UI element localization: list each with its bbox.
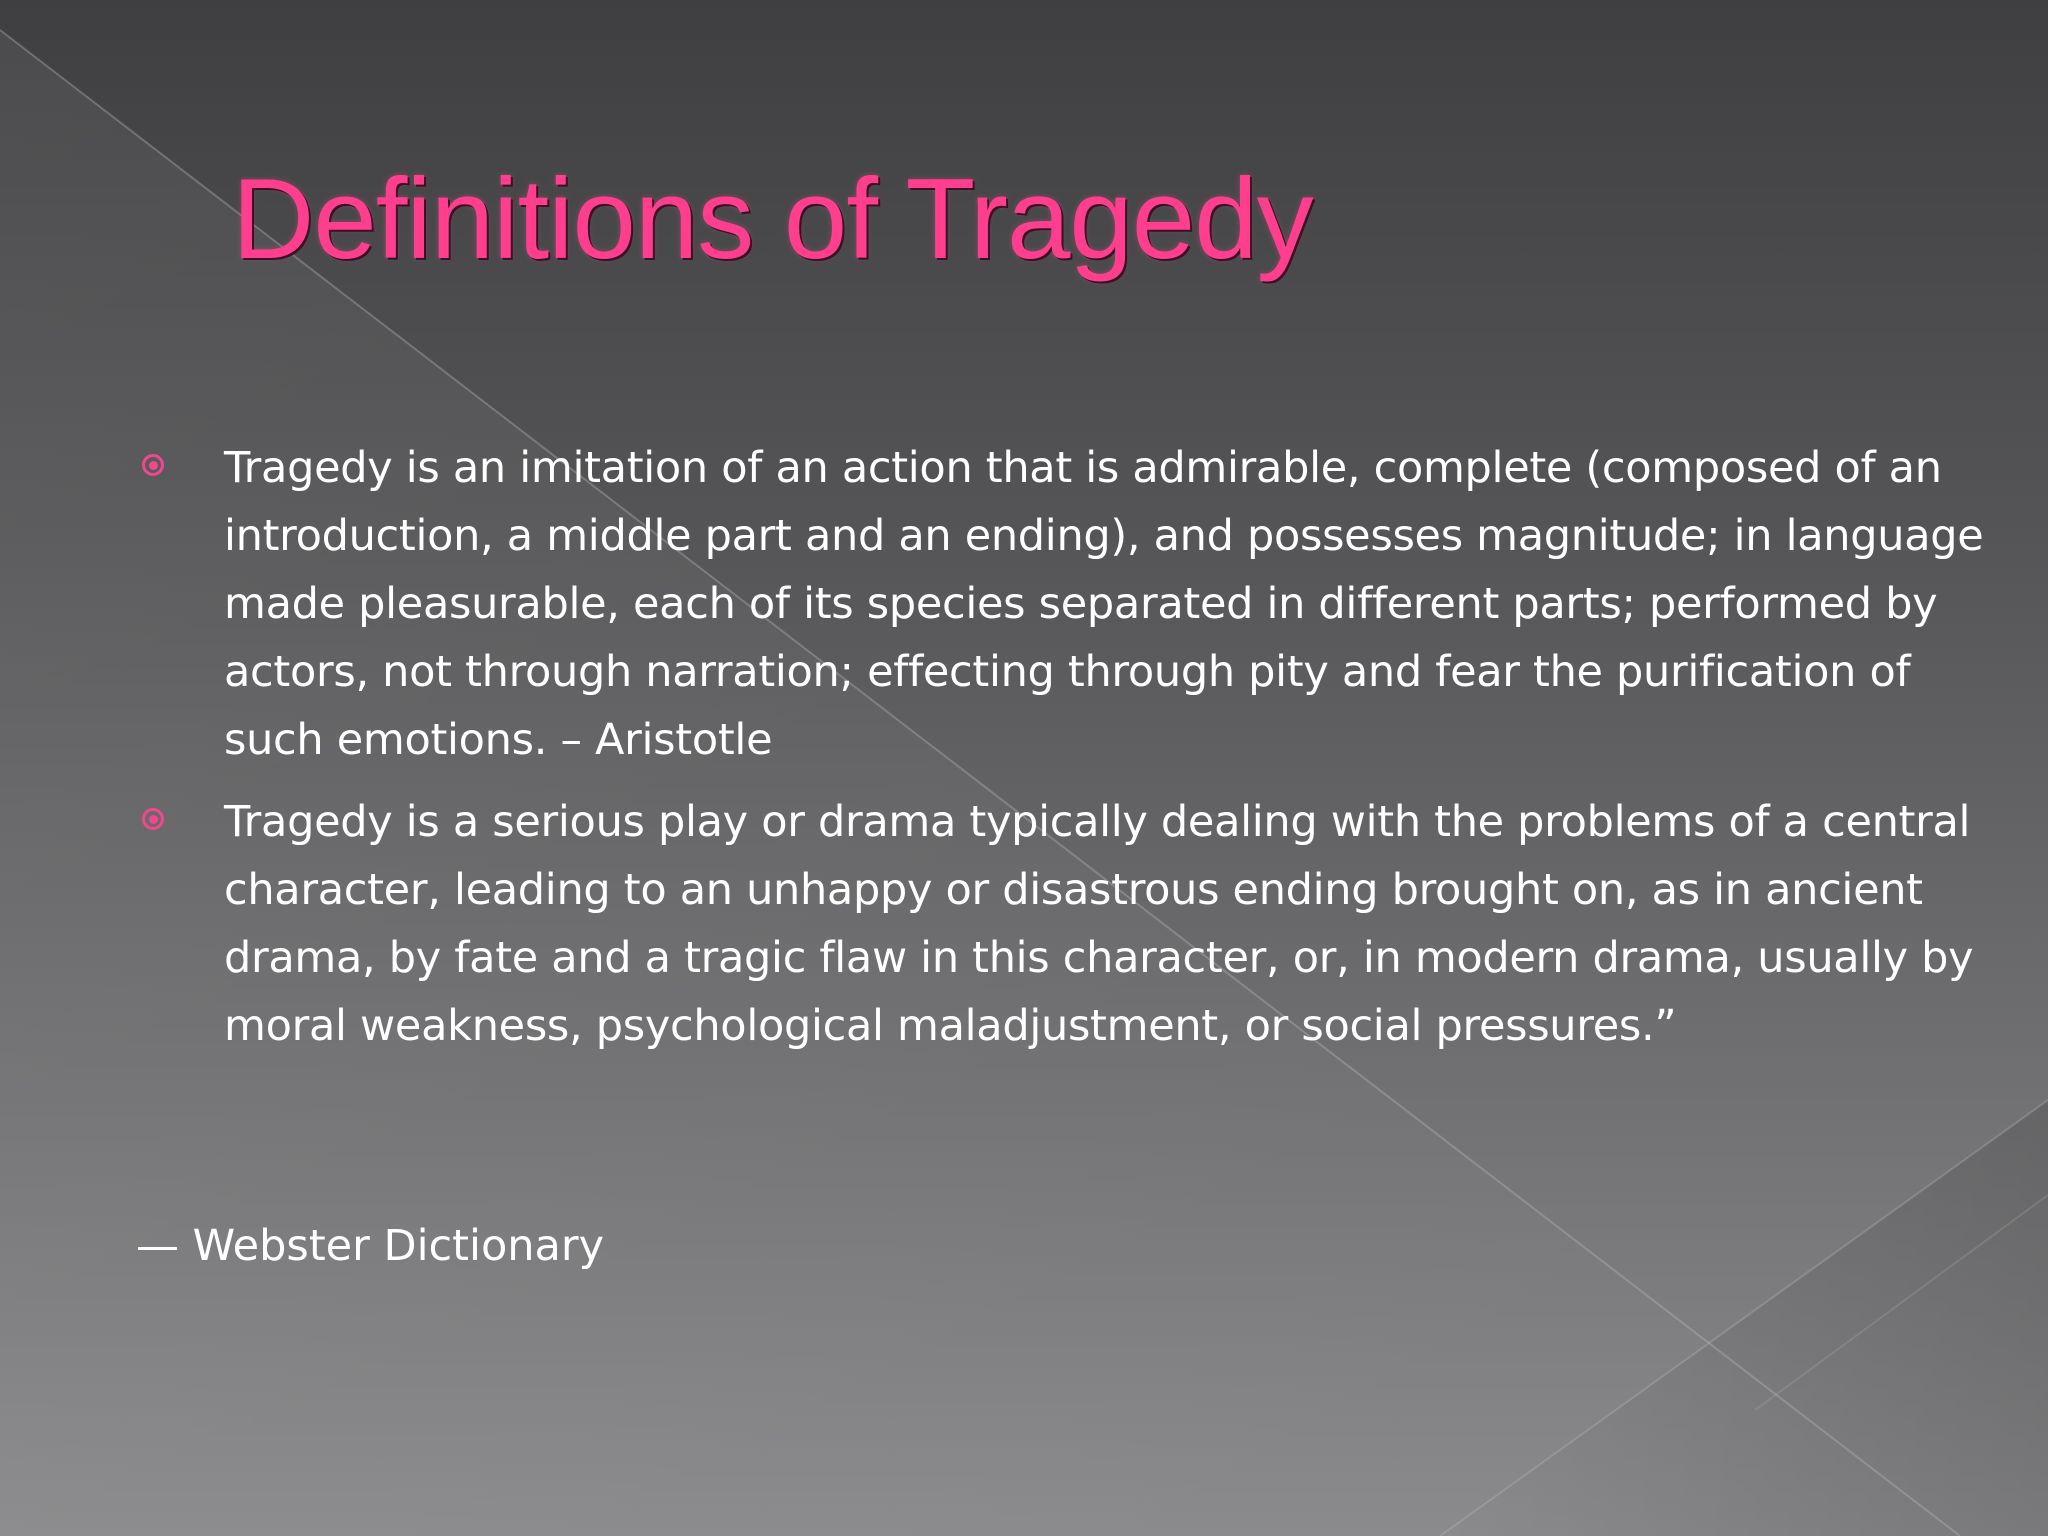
radio-bullet-icon	[142, 808, 164, 830]
attribution: — Webster Dictionary	[136, 1221, 605, 1271]
bullet-item-aristotle	[136, 434, 1984, 774]
bullet-text: Tragedy is a serious play or drama typically dealing with the problems of a central character, leading to an unhappy or disastrous ending brought on, as in ancient drama, by fate and a tragic flaw in this character, or, in modern drama, usually by moral weakness, psychological maladjustment, or social pressures.”	[224, 797, 1974, 1051]
bullet-list	[136, 434, 1984, 1074]
radio-bullet-icon	[142, 454, 164, 476]
slide-title: Definitions of Tragedy	[232, 156, 1313, 283]
bullet-item-webster	[136, 788, 1974, 1060]
bullet-text: Tragedy is an imitation of an action that is admirable, complete (composed of an introduction, a middle part and an ending), and possesses magnitude; in language made pleasurable, each of its species separated in different parts; performed by actors, not through narration; effecting through pity and fear the purification of such emotions. – Aristotle	[224, 443, 1984, 765]
